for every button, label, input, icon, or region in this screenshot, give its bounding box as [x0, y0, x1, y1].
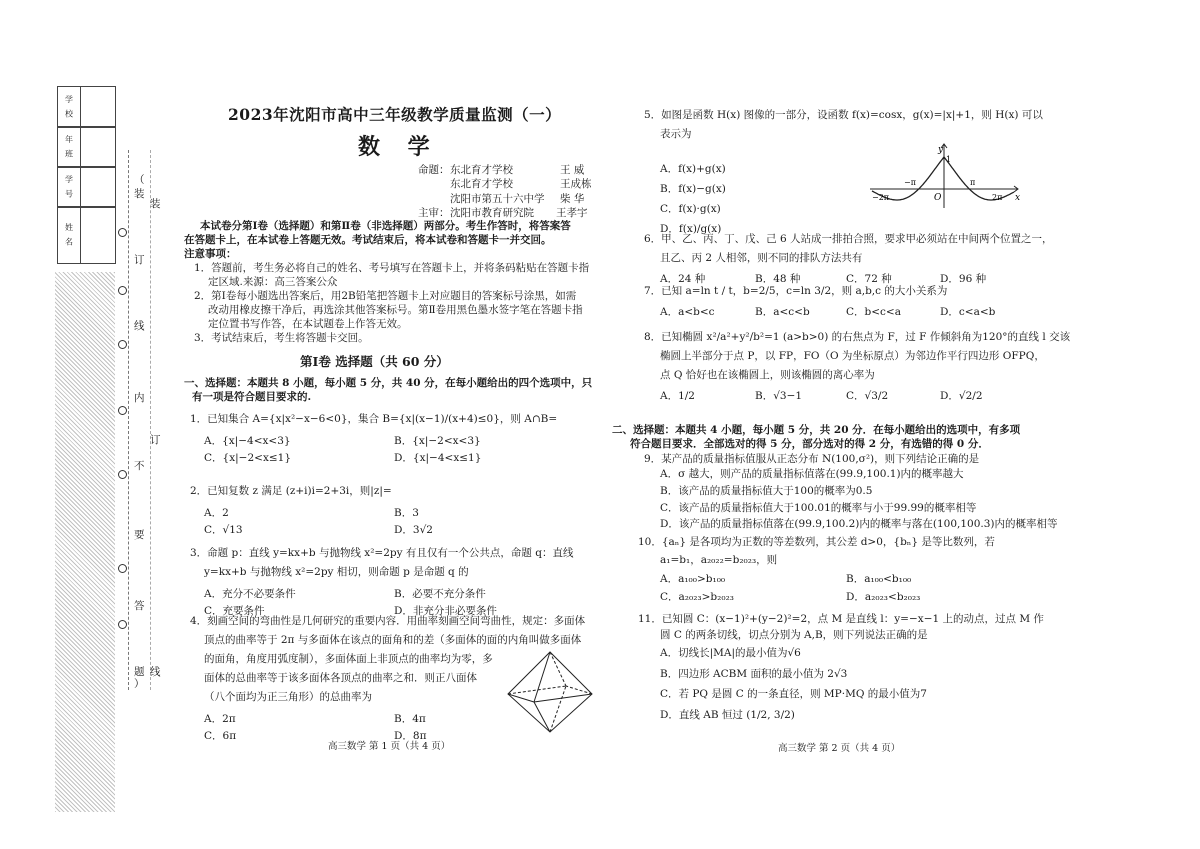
school-label: 学 校 — [58, 87, 81, 127]
question-stem: y=kx+b 与抛物线 x²=2py 相切，则命题 p 是命题 q 的 — [204, 566, 469, 578]
q11-stem: 圆 C 的两条切线，切点分别为 A,B，则下列说法正确的是 — [660, 629, 928, 641]
answer-option[interactable]: B．{x|−2<x<3} — [394, 435, 481, 447]
answer-option[interactable]: A．充分不必要条件 — [204, 588, 296, 600]
answer-option[interactable]: C．充要条件 — [204, 605, 265, 617]
answer-option[interactable]: B．a<c<b — [755, 306, 810, 318]
answer-option[interactable]: D．√2/2 — [940, 390, 983, 402]
tick-label-one: 1 — [946, 155, 952, 164]
origin-label: O — [934, 193, 942, 203]
subject-title: 数 学 — [358, 134, 440, 160]
answer-option[interactable]: D．c<a<b — [940, 306, 996, 318]
answer-option[interactable]: B．4π — [394, 713, 426, 725]
question-stem: 4．刻画空间的弯曲性是几何研究的重要内容．用曲率刻画空间弯曲性，规定：多面体 — [190, 615, 586, 627]
section1-line: 有一项是符合题目要求的. — [192, 391, 312, 403]
answer-option[interactable]: A．1/2 — [660, 390, 695, 402]
binding-char: 线 — [150, 666, 161, 678]
binding-char: （ — [134, 174, 145, 186]
answer-option[interactable]: D．非充分非必要条件 — [394, 605, 497, 617]
intro-line: 3．考试结束后，考生将答题卡交回。 — [194, 332, 369, 344]
binding-char: 答 — [134, 600, 145, 612]
binding-char: 装 — [134, 188, 145, 200]
author-name: 柴 华 — [560, 193, 585, 205]
binding-char: 内 — [134, 392, 145, 404]
q11-stem: 11．已知圆 C：(x−1)²+(y−2)²=2，点 M 是直线 l：y=−x−1 上的动点，过点 M 作 — [638, 613, 1044, 625]
question-stem: 的面角，角度用弧度制），多面体面上非顶点的曲率均为零，多 — [204, 653, 493, 665]
answer-option[interactable]: C．72 种 — [846, 273, 892, 285]
binding-line-2 — [150, 150, 151, 690]
question-stem: 表示为 — [660, 128, 692, 140]
intro-line: 改动用橡皮擦干净后，再选涂其他答案标号。第Ⅱ卷用黑色墨水签字笔在答题卡指 — [208, 304, 583, 316]
intro-line: 注意事项： — [184, 248, 237, 260]
intro-line: 在答题卡上，在本试卷上答题无效。考试结束后，将本试卷和答题卡一并交回。 — [184, 234, 552, 246]
binding-char: 不 — [134, 460, 145, 472]
answer-option[interactable]: A．2 — [204, 507, 229, 519]
answer-option[interactable]: B．f(x)−g(x) — [660, 183, 726, 195]
student-id-field[interactable] — [57, 166, 116, 208]
answer-option[interactable]: B．48 种 — [755, 273, 801, 285]
q10-option[interactable]: A．a₁₀₀>b₁₀₀ — [660, 573, 726, 585]
answer-option[interactable]: A．a<b<c — [660, 306, 715, 318]
binding-char: 线 — [134, 320, 145, 332]
q10-option[interactable]: C．a₂₀₂₃>b₂₀₂₃ — [660, 591, 734, 603]
question-stem: 7．已知 a=ln t / t，b=2/5，c=ln 3/2，则 a,b,c 的大小关系为 — [644, 285, 948, 297]
student-id-label: 学 号 — [58, 167, 81, 207]
author-org: 东北育才学校 — [450, 164, 513, 176]
x-axis-label: x — [1015, 193, 1021, 203]
q9-stem: 9．某产品的质量指标值服从正态分布 N(100,σ²)，则下列结论正确的是 — [644, 453, 980, 465]
binding-hole — [118, 406, 127, 415]
class-label: 年 班 — [58, 127, 81, 167]
footer-page-2: 高三数学 第 2 页（共 4 页） — [778, 743, 901, 754]
answer-option[interactable]: C．f(x)·g(x) — [660, 203, 721, 215]
q9-option[interactable]: C．该产品的质量指标值大于100.01的概率与小于99.99的概率相等 — [660, 502, 977, 514]
q11-option[interactable]: C．若 PQ 是圆 C 的一条直径，则 MP·MQ 的最小值为7 — [660, 688, 927, 700]
answer-option[interactable]: A．2π — [204, 713, 236, 725]
question-stem: 6．甲、乙、丙、丁、戊、己 6 人站成一排拍合照，要求甲必须站在中间两个位置之一， — [644, 233, 1053, 245]
footer-page-1: 高三数学 第 1 页（共 4 页） — [328, 741, 451, 752]
class-field[interactable] — [57, 126, 116, 168]
binding-char: 要 — [134, 529, 145, 541]
author-role: 命题： — [418, 164, 450, 176]
answer-option[interactable]: A．24 种 — [660, 273, 706, 285]
answer-option[interactable]: C．b<c<a — [846, 306, 901, 318]
name-field[interactable] — [57, 206, 116, 264]
binding-hole — [118, 564, 127, 573]
octahedron-figure — [504, 650, 596, 734]
answer-option[interactable]: C．6π — [204, 730, 237, 742]
answer-option[interactable]: D．{x|−4<x≤1} — [394, 452, 482, 464]
q11-option[interactable]: D．直线 AB 恒过 (1/2, 3/2) — [660, 709, 795, 721]
intro-line: 定位置书写作答，在本试题卷上作答无效。 — [208, 318, 408, 330]
question-stem: 点 Q 恰好也在该椭圆上，则该椭圆的离心率为 — [660, 369, 875, 381]
q9-option[interactable]: D．该产品的质量指标值落在(99.9,100.2)内的概率与落在(100,100.3)内的概率相等 — [660, 518, 1058, 530]
binding-char: 订 — [150, 434, 161, 446]
answer-option[interactable]: C．{x|−2<x≤1} — [204, 452, 292, 464]
binding-hole — [118, 620, 127, 629]
intro-line: 定区域.来源：高三答案公众 — [208, 276, 338, 288]
q9-option[interactable]: A．σ 越大，则产品的质量指标值落在(99.9,100.1)内的概率越大 — [660, 468, 964, 480]
question-stem: （八个面均为正三角形）的总曲率为 — [204, 691, 372, 703]
binding-hatch — [55, 272, 115, 812]
answer-option[interactable]: A．f(x)+g(x) — [660, 163, 726, 175]
answer-option[interactable]: A．{x|−4<x<3} — [204, 435, 291, 447]
intro-line: 1．答题前，考生务必将自己的姓名、考号填写在答题卡上，并将条码粘贴在答题卡指 — [194, 262, 590, 274]
author-name: 王成栋 — [560, 178, 592, 190]
author-org: 东北育才学校 — [450, 178, 513, 190]
binding-char: 题 — [134, 666, 145, 678]
author-org: 沈阳市教育研究院 — [450, 207, 534, 219]
author-role: 主审： — [418, 207, 450, 219]
name-label: 姓 名 — [58, 207, 81, 263]
answer-option[interactable]: C．√3/2 — [846, 390, 889, 402]
author-name: 王 威 — [560, 164, 585, 176]
binding-char: ） — [134, 678, 145, 690]
exam-title: 2023年沈阳市高中三年级教学质量监测（一） — [228, 105, 562, 124]
author-name: 王孝宇 — [556, 207, 588, 219]
section2-line: 符合题目要求．全部选对的得 5 分，部分选对的得 2 分，有选错的得 0 分． — [630, 438, 989, 450]
binding-hole — [118, 228, 127, 237]
question-stem: 2．已知复数 z 满足 (z+i)i=2+3i，则|z|= — [190, 485, 392, 497]
intro-line: 2．第Ⅰ卷每小题选出答案后，用2B铅笔把答题卡上对应题目的答案标号涂黑，如需 — [194, 290, 577, 302]
binding-hole — [118, 470, 127, 479]
question-stem: 面体的总曲率等于该多面体各顶点的曲率之和．则正八面体 — [204, 672, 477, 684]
answer-option[interactable]: D．3√2 — [394, 524, 433, 536]
question-stem: 椭圆上半部分于点 P，以 FP，FO（O 为坐标原点）为邻边作平行四边形 OFPQ， — [660, 350, 1045, 362]
question-stem: 3．命题 p：直线 y=kx+b 与抛物线 x²=2py 有且仅有一个公共点，命题 q：直线 — [190, 547, 574, 559]
q10-stem: a₁=b₁，a₂₀₂₂=b₂₀₂₃，则 — [660, 554, 778, 566]
function-graph — [868, 140, 1024, 210]
answer-option[interactable]: B．√3−1 — [755, 390, 803, 402]
part1-title: 第Ⅰ卷 选择题（共 60 分） — [300, 354, 449, 369]
question-stem: 且乙、丙 2 人相邻，则不同的排队方法共有 — [660, 252, 863, 264]
school-field[interactable] — [57, 86, 116, 128]
q10-option[interactable]: D．a₂₀₂₃<b₂₀₂₃ — [846, 591, 921, 603]
q10-stem: 10．{aₙ} 是各项均为正数的等差数列，其公差 d>0，{bₙ} 是等比数列，若 — [638, 536, 995, 548]
binding-hole — [118, 340, 127, 349]
question-stem: 5．如图是函数 H(x) 图像的一部分，设函数 f(x)=cosx，g(x)=|x|+1，则 H(x) 可以 — [644, 109, 1043, 121]
answer-option[interactable]: C．√13 — [204, 524, 243, 536]
answer-option[interactable]: D．f(x)/g(x) — [660, 223, 722, 235]
intro-line: 本试卷分第Ⅰ卷（选择题）和第Ⅱ卷（非选择题）两部分。考生作答时，将答案答 — [200, 220, 571, 232]
q9-option[interactable]: B．该产品的质量指标值大于100的概率为0.5 — [660, 485, 873, 497]
tick-label-neg-pi: −π — [904, 178, 916, 187]
q10-option[interactable]: B．a₁₀₀<b₁₀₀ — [846, 573, 912, 585]
section2-line: 二、选择题：本题共 4 小题，每小题 5 分，共 20 分．在每小题给出的选项中，有多项 — [612, 424, 1021, 436]
question-stem: 顶点的曲率等于 2π 与多面体在该点的面角和的差（多面体的面的内角叫做多面体 — [204, 634, 582, 646]
q11-option[interactable]: A．切线长|MA|的最小值为√6 — [660, 647, 801, 659]
binding-char: 订 — [134, 254, 145, 266]
answer-option[interactable]: D．96 种 — [940, 273, 987, 285]
answer-option[interactable]: B．3 — [394, 507, 419, 519]
y-axis-label: y — [938, 145, 944, 155]
binding-line — [128, 150, 129, 690]
section1-line: 一、选择题：本题共 8 小题，每小题 5 分，共 40 分，在每小题给出的四个选项中，只 — [184, 377, 593, 389]
binding-hole — [118, 286, 127, 295]
question-stem: 1．已知集合 A={x|x²−x−6<0}，集合 B={x|(x−1)/(x+4)≤0}，则 A∩B= — [190, 413, 558, 425]
question-stem: 8．已知椭圆 x²/a²+y²/b²=1 (a>b>0) 的右焦点为 F，过 F 作倾斜角为120°的直线 l 交该 — [644, 331, 1071, 343]
author-org: 沈阳市第五十六中学 — [450, 193, 545, 205]
tick-label-pi: π — [970, 178, 976, 187]
q11-option[interactable]: B．四边形 ACBM 面积的最小值为 2√3 — [660, 668, 848, 680]
tick-label-neg-2pi: −2π — [872, 193, 890, 202]
answer-option[interactable]: B．必要不充分条件 — [394, 588, 486, 600]
answer-option[interactable]: D．8π — [394, 730, 427, 742]
tick-label-2pi: 2π — [992, 193, 1003, 202]
binding-char: 装 — [150, 198, 161, 210]
